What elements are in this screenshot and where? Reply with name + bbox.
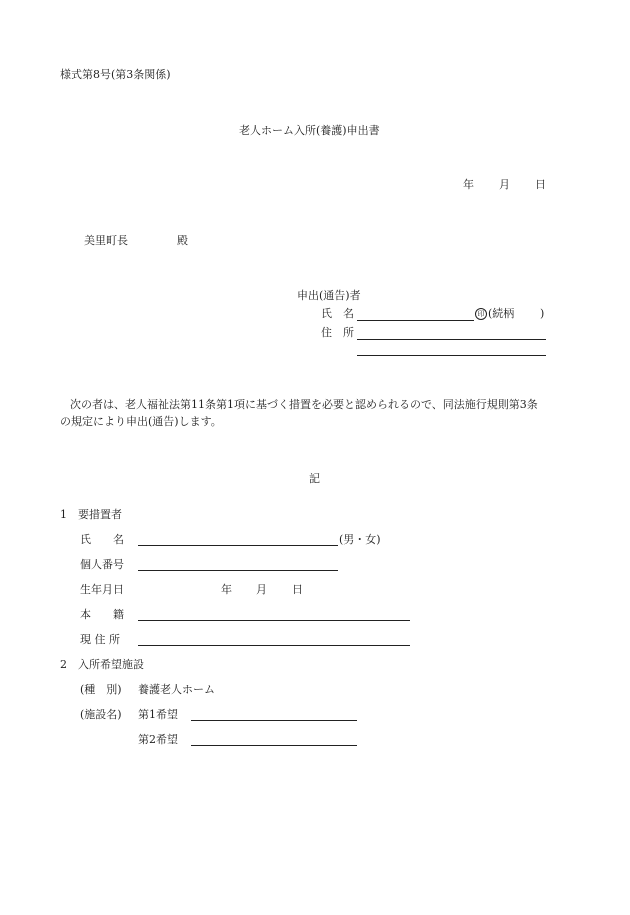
applicant-address-label: 住 所 — [321, 326, 354, 339]
subject-birth-label: 生年月日 — [80, 583, 124, 596]
subject-address-label: 現 住 所 — [80, 633, 120, 646]
date-month: 月 — [499, 178, 510, 191]
facility-name-label: (施設名) — [80, 708, 122, 721]
subject-address-line[interactable] — [138, 645, 410, 646]
section2-heading: 2 入所希望施設 — [60, 658, 144, 671]
subject-gender: (男・女) — [339, 533, 381, 546]
facility-choice-1-line[interactable] — [191, 720, 357, 721]
ki-mark: 記 — [309, 472, 320, 485]
subject-honseki-label: 本 籍 — [80, 608, 124, 621]
applicant-name-label: 氏 名 — [321, 307, 354, 320]
subject-name-line[interactable] — [138, 545, 338, 546]
applicant-address-line-2[interactable] — [357, 355, 546, 356]
seal-icon: 印 — [475, 307, 487, 321]
facility-type-label: (種 別) — [80, 683, 122, 696]
subject-birth-year: 年 — [221, 583, 232, 596]
relation-close: ) — [540, 307, 545, 320]
subject-birth-month: 月 — [256, 583, 267, 596]
applicant-address-line-1[interactable] — [357, 339, 546, 340]
subject-birth-day: 日 — [292, 583, 303, 596]
date-day: 日 — [535, 178, 546, 191]
document-title: 老人ホーム入所(養護)申出書 — [239, 124, 380, 137]
subject-honseki-line[interactable] — [138, 620, 410, 621]
form-number: 様式第8号(第3条関係) — [60, 68, 171, 81]
subject-name-label: 氏 名 — [80, 533, 124, 546]
addressee-name: 美里町長 — [84, 234, 128, 247]
body-text-line-1: 次の者は、老人福祉法第11条第1項に基づく措置を必要と認められるので、同法施行規則第3条 — [70, 398, 538, 411]
applicant-heading: 申出(通告)者 — [297, 289, 361, 302]
facility-type-value: 養護老人ホーム — [138, 683, 215, 696]
applicant-name-line[interactable] — [357, 320, 474, 321]
relation-open: (続柄 — [488, 307, 515, 320]
facility-choice-2-line[interactable] — [191, 745, 357, 746]
subject-id-line[interactable] — [138, 570, 338, 571]
section1-heading: 1 要措置者 — [60, 508, 122, 521]
facility-choice-2-label: 第2希望 — [138, 733, 178, 746]
date-year: 年 — [463, 178, 474, 191]
facility-choice-1-label: 第1希望 — [138, 708, 178, 721]
subject-id-label: 個人番号 — [80, 558, 124, 571]
body-text-line-2: の規定により申出(通告)します。 — [60, 415, 222, 428]
addressee-honorific: 殿 — [177, 234, 188, 247]
